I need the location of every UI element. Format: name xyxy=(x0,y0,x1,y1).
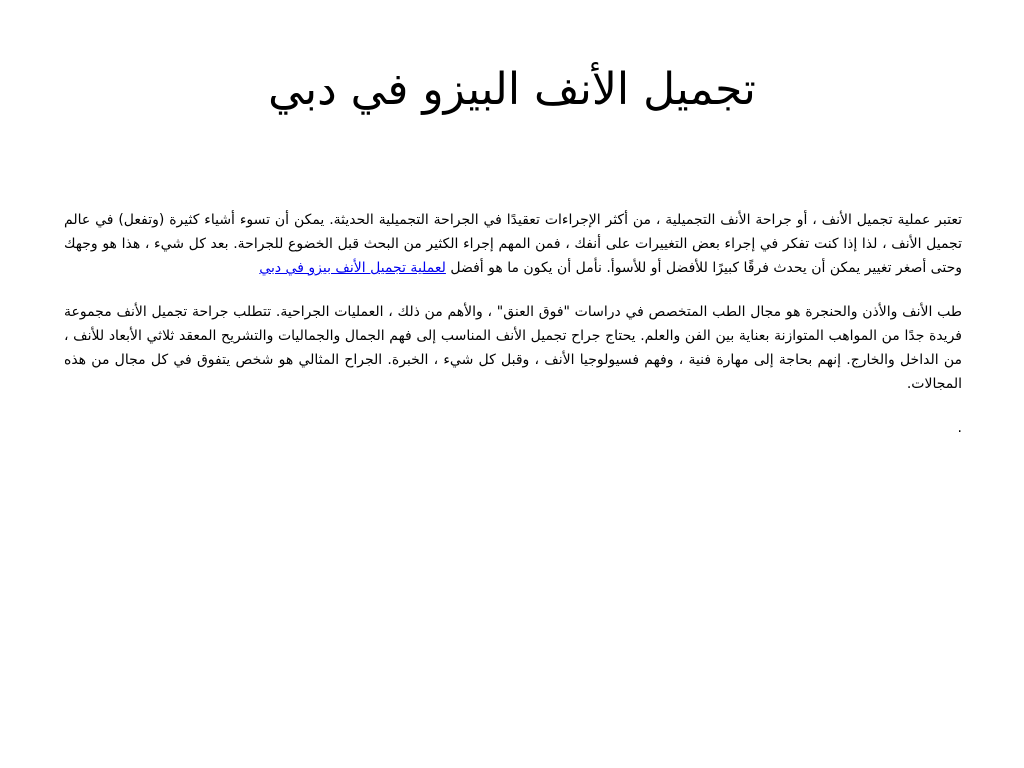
rhinoplasty-dubai-link[interactable]: لعملية تجميل الأنف بيزو في دبي xyxy=(259,260,446,276)
article-body xyxy=(64,208,962,440)
paragraph-ent: طب الأنف والأذن والحنجرة هو مجال الطب المتخصص في دراسات "فوق العنق" ، والأهم من ذلك ، العمليات الجراحية. تتطلب جراحة تجميل الأنف مجموعة فريدة جدًا من المواهب المتوازنة بعناية بين الفن والعلم. يحتاج جراح تجميل الأنف المناسب إلى فهم الجمال والجماليات والتشريح المعقد ثلاثي الأبعاد للأنف ، من الداخل والخارج. إنهم بحاجة إلى مهارة فنية ، وفهم فسيولوجيا الأنف ، وقبل كل شيء ، الخبرة. الجراح المثالي هو شخص يتفوق في كل مجال من هذه المجالات. xyxy=(64,304,962,392)
paragraph-intro xyxy=(64,208,962,280)
page-title: تجميل الأنف البيزو في دبي xyxy=(268,64,756,115)
paragraph-intro-text: تعتبر عملية تجميل الأنف ، أو جراحة الأنف التجميلية ، من أكثر الإجراءات تعقيدًا في الجراحة التجميلية الحديثة. يمكن أن تسوء أشياء كثيرة (وتفعل) في عالم تجميل الأنف ، لذا إذا كنت تفكر في إجراء بعض التغييرات على أنفك ، فمن المهم إجراء الكثير من البحث قبل الخضوع للجراحة. بعد كل شيء ، هذا هو وجهك وحتى أصغر تغيير يمكن أن يحدث فرقًا كبيرًا للأفضل أو للأسوأ. نأمل أن يكون ما هو أفضل xyxy=(64,212,962,276)
trailing-dot: . xyxy=(957,420,962,436)
